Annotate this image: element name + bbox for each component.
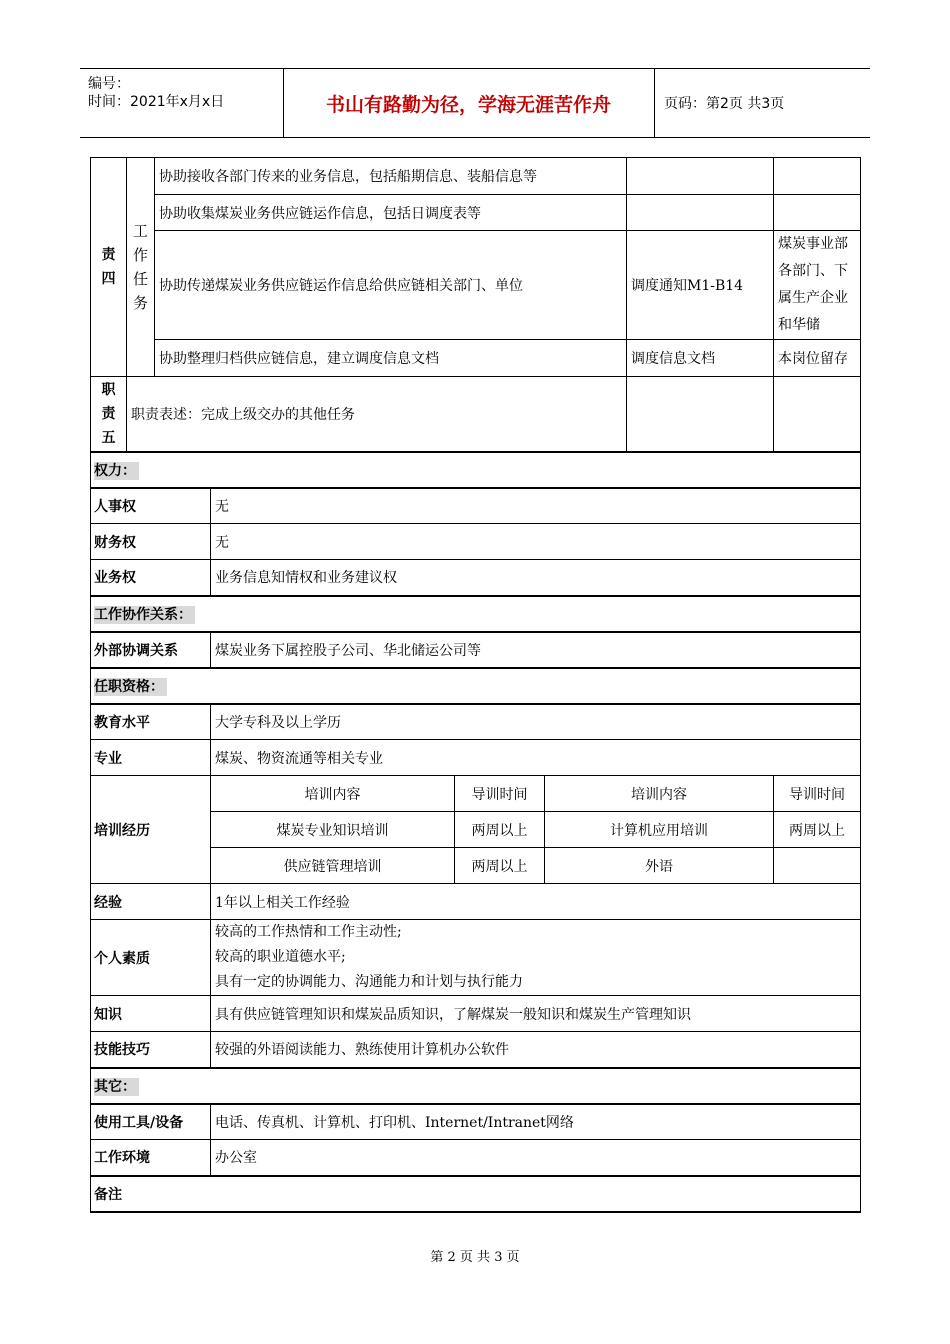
major-label: 专业 bbox=[91, 740, 211, 776]
power-row bbox=[91, 488, 861, 524]
training-header: 导训时间 bbox=[455, 776, 545, 812]
duty4-output: 调度信息文档 bbox=[627, 340, 774, 377]
experience-value: 1年以上相关工作经验 bbox=[211, 884, 861, 920]
power-label: 财务权 bbox=[91, 524, 211, 560]
skills-row bbox=[91, 1032, 861, 1068]
duty4-output: 调度通知M1-B14 bbox=[627, 231, 774, 340]
duty5-row bbox=[91, 377, 861, 452]
major-row bbox=[91, 740, 861, 776]
duty4-task: 协助收集煤炭业务供应链运作信息，包括日调度表等 bbox=[155, 195, 627, 231]
duty5-text: 职责表述：完成上级交办的其他任务 bbox=[127, 377, 627, 452]
duty4-recipient: 煤炭事业部各部门、下属生产企业和华储 bbox=[774, 231, 861, 340]
env-row bbox=[91, 1140, 861, 1176]
power-value: 业务信息知情权和业务建议权 bbox=[211, 560, 861, 596]
power-row bbox=[91, 560, 861, 596]
training-cell bbox=[774, 848, 861, 884]
env-value: 办公室 bbox=[211, 1140, 861, 1176]
personal-label: 个人素质 bbox=[91, 920, 211, 996]
major-value: 煤炭、物资流通等相关专业 bbox=[211, 740, 861, 776]
training-header: 培训内容 bbox=[211, 776, 455, 812]
section-qualification bbox=[91, 668, 861, 704]
header-motto-cell bbox=[283, 69, 655, 137]
training-label: 培训经历 bbox=[91, 776, 211, 884]
duty4-row bbox=[91, 340, 861, 377]
training-cell: 两周以上 bbox=[455, 812, 545, 848]
knowledge-label: 知识 bbox=[91, 996, 211, 1032]
skills-value: 较强的外语阅读能力、熟练使用计算机办公软件 bbox=[211, 1032, 861, 1068]
power-value: 无 bbox=[211, 524, 861, 560]
duty4-recipient bbox=[774, 158, 861, 195]
relations-title: 工作协作关系： bbox=[94, 606, 195, 624]
training-cell: 煤炭专业知识培训 bbox=[211, 812, 455, 848]
power-title: 权力： bbox=[94, 462, 139, 480]
remarks-row bbox=[91, 1176, 861, 1212]
motto: 书山有路勤为径，学海无涯苦作舟 bbox=[325, 93, 611, 116]
section-relations bbox=[91, 596, 861, 632]
doc-number: 编号： bbox=[88, 76, 130, 92]
remarks-label: 备注 bbox=[91, 1176, 861, 1212]
relations-value: 煤炭业务下属控股子公司、华北储运公司等 bbox=[211, 632, 861, 668]
training-cell: 供应链管理培训 bbox=[211, 848, 455, 884]
duty5-recipient bbox=[774, 377, 861, 452]
power-row bbox=[91, 524, 861, 560]
tools-row bbox=[91, 1104, 861, 1140]
training-cell: 计算机应用培训 bbox=[545, 812, 774, 848]
duty4-row bbox=[91, 231, 861, 340]
duty4-sublabel: 工作任务 bbox=[127, 158, 155, 377]
page-indicator: 页码：第2页 共3页 bbox=[664, 96, 785, 112]
duty4-output bbox=[627, 195, 774, 231]
training-header-row bbox=[91, 776, 861, 812]
duty5-output bbox=[627, 377, 774, 452]
personal-item: 较高的工作热情和工作主动性; bbox=[215, 924, 402, 940]
training-header: 导训时间 bbox=[774, 776, 861, 812]
duty4-row bbox=[91, 158, 861, 195]
env-label: 工作环境 bbox=[91, 1140, 211, 1176]
personal-item: 具有一定的协调能力、沟通能力和计划与执行能力 bbox=[215, 974, 523, 990]
duty4-recipient: 本岗位留存 bbox=[774, 340, 861, 377]
experience-row bbox=[91, 884, 861, 920]
education-row bbox=[91, 704, 861, 740]
other-title: 其它： bbox=[94, 1078, 139, 1096]
tools-value: 电话、传真机、计算机、打印机、Internet/Intranet网络 bbox=[211, 1104, 861, 1140]
section-other bbox=[91, 1068, 861, 1104]
duty4-output bbox=[627, 158, 774, 195]
experience-label: 经验 bbox=[91, 884, 211, 920]
job-description-table bbox=[90, 157, 861, 1213]
duty5-label: 职责五 bbox=[91, 377, 127, 452]
personal-value bbox=[211, 920, 861, 996]
knowledge-row bbox=[91, 996, 861, 1032]
knowledge-value: 具有供应链管理知识和煤炭品质知识，了解煤炭一般知识和煤炭生产管理知识 bbox=[211, 996, 861, 1032]
education-label: 教育水平 bbox=[91, 704, 211, 740]
header-page-cell bbox=[654, 69, 870, 137]
power-value: 无 bbox=[211, 488, 861, 524]
training-cell: 两周以上 bbox=[774, 812, 861, 848]
power-label: 人事权 bbox=[91, 488, 211, 524]
duty4-row bbox=[91, 195, 861, 231]
duty4-recipient bbox=[774, 195, 861, 231]
education-value: 大学专科及以上学历 bbox=[211, 704, 861, 740]
duty4-label: 责四 bbox=[91, 158, 127, 377]
training-header: 培训内容 bbox=[545, 776, 774, 812]
doc-date: 时间：2021年x月x日 bbox=[88, 94, 225, 110]
page-header bbox=[80, 68, 870, 138]
duty4-task: 协助整理归档供应链信息，建立调度信息文档 bbox=[155, 340, 627, 377]
relations-row bbox=[91, 632, 861, 668]
section-power bbox=[91, 452, 861, 488]
personal-item: 较高的职业道德水平; bbox=[215, 949, 346, 965]
duty4-task: 协助传递煤炭业务供应链运作信息给供应链相关部门、单位 bbox=[155, 231, 627, 340]
qualification-title: 任职资格： bbox=[94, 678, 167, 696]
training-cell: 外语 bbox=[545, 848, 774, 884]
tools-label: 使用工具/设备 bbox=[91, 1104, 211, 1140]
power-label: 业务权 bbox=[91, 560, 211, 596]
training-cell: 两周以上 bbox=[455, 848, 545, 884]
page-footer: 第 2 页 共 3 页 bbox=[430, 1250, 520, 1265]
skills-label: 技能技巧 bbox=[91, 1032, 211, 1068]
relations-label: 外部协调关系 bbox=[91, 632, 211, 668]
header-meta bbox=[80, 69, 284, 137]
personal-row bbox=[91, 920, 861, 996]
duty4-task: 协助接收各部门传来的业务信息，包括船期信息、装船信息等 bbox=[155, 158, 627, 195]
